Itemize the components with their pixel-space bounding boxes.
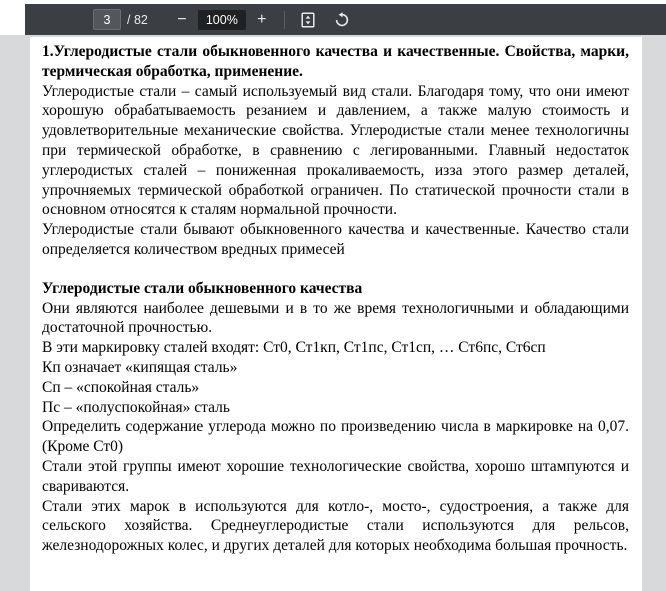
paragraph: Пс – «полуспокойная» сталь [42, 398, 230, 416]
paragraph: Сп – «спокойная сталь» [42, 378, 200, 396]
rotate-button[interactable] [329, 8, 355, 32]
page-total-label: / 82 [127, 12, 148, 27]
paragraph: Они являются наиболее дешевыми и в то же время технологичными и обладающими достаточной прочностью. [42, 299, 629, 337]
rotate-icon [334, 12, 350, 28]
paragraph: В эти маркировку сталей входят: Ст0, Ст1кп, Ст1пс, Ст1сп, … Ст6пс, Ст6сп [42, 339, 546, 357]
paragraph: Углеродистые стали бывают обыкновенного качества и качественные. Качество стали определяется количеством вредных примесей [42, 221, 629, 258]
paragraph: Углеродистые стали – самый используемый вид стали. Благодаря тому, что они имеют хорошую обрабатываемость резанием и давлением, а также малую стоимость и удовлетворительные механические свойства. Углеродистые стали менее технологичны при термической обработке, в сравнению с легированными. Главный недостаток углеродистых сталей – пониженная прокаливаемость, изза этого размер деталей, упрочняемых термической обработкой ограничен. По статической прочности стали в основном относятся к сталям нормальной прочности. [42, 82, 629, 219]
zoom-in-button[interactable]: + [257, 10, 267, 28]
pdf-viewer-area [0, 35, 666, 591]
paragraph: Определить содержание углерода можно по произведению числа в маркировке на 0,07.(Кроме Ст0) [42, 418, 629, 456]
zoom-out-button[interactable]: − [177, 10, 187, 28]
paragraph: Кп означает «кипящая сталь» [42, 358, 238, 376]
page-number-input[interactable] [93, 9, 121, 30]
fit-page-icon [300, 12, 316, 28]
document-heading: 1.Углеродистые стали обыкновенного качества и качественные. Свойства, марки, термическая обработка, применение. [42, 43, 629, 80]
paragraph: Стали этих марок в используются для котло-, мосто-, судостроения, а также для сельского хозяйства. Среднеуглеродистые стали используются для рельсов, железнодорожных колес, и других деталей для которых необходима большая прочность. [42, 497, 629, 555]
fit-page-button[interactable] [295, 8, 321, 32]
document-page [30, 37, 642, 591]
paragraph: Стали этой группы имеют хорошие технологические свойства, хорошо штампуются и свариваются. [42, 457, 629, 495]
pdf-toolbar [25, 4, 666, 35]
section-subheading: Углеродистые стали обыкновенного качества [42, 279, 363, 297]
zoom-level-value: 100% [198, 10, 246, 30]
toolbar-divider [284, 11, 285, 29]
